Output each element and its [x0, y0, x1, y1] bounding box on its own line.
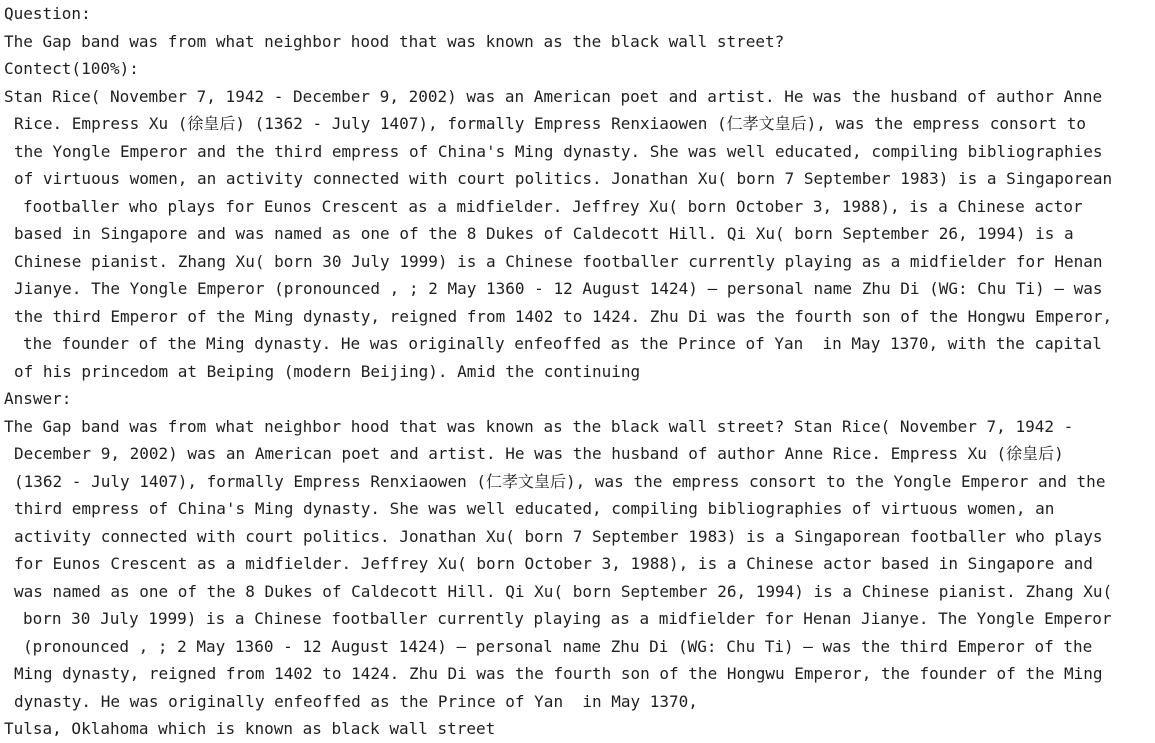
context-line: Chinese pianist. Zhang Xu( born 30 July 1999) is a Chinese footballer currently playing as a midfielder for Henan: [14, 251, 1103, 271]
context-line: Stan Rice( November 7, 1942 - December 9, 2002) was an American poet and artist. He was the husband of author Anne: [4, 86, 1103, 106]
answer-line: was named as one of the 8 Dukes of Caldecott Hill. Qi Xu( born September 26, 1994) is a Chinese pianist. Zhang Xu(: [14, 581, 1113, 601]
answer-line: born 30 July 1999) is a Chinese footballer currently playing as a midfielder for Henan Jianye. The Yongle Emperor: [23, 609, 1112, 628]
answer-line: Ming dynasty, reigned from 1402 to 1424. Zhu Di was the fourth son of the Hongwu Emperor, the founder of the Ming: [14, 664, 1103, 683]
context-line: footballer who plays for Eunos Crescent as a midfielder. Jeffrey Xu( born October 3, 1988), is a Chinese actor: [23, 196, 1083, 216]
answer-line: (1362 - July 1407), formally Empress Renxiaowen (仁孝文皇后), was the empress consort to the Yongle Emperor and the: [14, 471, 1106, 491]
answer-line: activity connected with court politics. Jonathan Xu( born 7 September 1983) is a Singaporean footballer who plays: [14, 526, 1103, 546]
context-line: based in Singapore and was named as one of the 8 Dukes of Caldecott Hill. Qi Xu( born September 26, 1994) is a: [14, 224, 1074, 243]
answer-label: Answer:: [4, 389, 72, 408]
answer-line: for Eunos Crescent as a midfielder. Jeffrey Xu( born October 3, 1988), is a Chinese actor based in Singapore and: [14, 554, 1093, 573]
final-answer: Tulsa, Oklahoma which is known as black wall street: [4, 719, 496, 738]
answer-line: (pronounced , ; 2 May 1360 - 12 August 1424) — personal name Zhu Di (WG: Chu Ti) — was the third Emperor of the: [23, 636, 1093, 656]
question-label: Question:: [4, 4, 91, 23]
question-text: The Gap band was from what neighbor hood that was known as the black wall street?: [4, 31, 785, 51]
answer-line: December 9, 2002) was an American poet and artist. He was the husband of author Anne Rice. Empress Xu (徐皇后): [14, 444, 1064, 463]
answer-line: The Gap band was from what neighbor hood that was known as the black wall street? Stan Rice( November 7, 1942 -: [4, 416, 1074, 436]
context-line: the Yongle Emperor and the third empress of China's Ming dynasty. She was well educated, compiling bibliographies: [14, 141, 1103, 161]
context-line: of virtuous women, an activity connected with court politics. Jonathan Xu( born 7 September 1983) is a Singaporean: [14, 169, 1113, 188]
answer-line: dynasty. He was originally enfeoffed as the Prince of Yan in May 1370,: [14, 691, 698, 711]
context-label: Contect(100%):: [4, 59, 139, 78]
context-line: of his princedom at Beiping (modern Beijing). Amid the continuing: [14, 361, 641, 381]
context-line: Rice. Empress Xu (徐皇后) (1362 - July 1407), formally Empress Renxiaowen (仁孝文皇后), was the empress consort to: [14, 114, 1087, 133]
context-line: the third Emperor of the Ming dynasty, reigned from 1402 to 1424. Zhu Di was the fourth son of the Hongwu Emperor,: [14, 306, 1113, 326]
context-line: the founder of the Ming dynasty. He was originally enfeoffed as the Prince of Yan in May 1370, with the capital: [23, 334, 1102, 353]
answer-line: third empress of China's Ming dynasty. She was well educated, compiling bibliographies of virtuous women, an: [14, 499, 1055, 518]
context-line: Jianye. The Yongle Emperor (pronounced , ; 2 May 1360 - 12 August 1424) — personal name Zhu Di (WG: Chu Ti) — was: [14, 279, 1103, 298]
